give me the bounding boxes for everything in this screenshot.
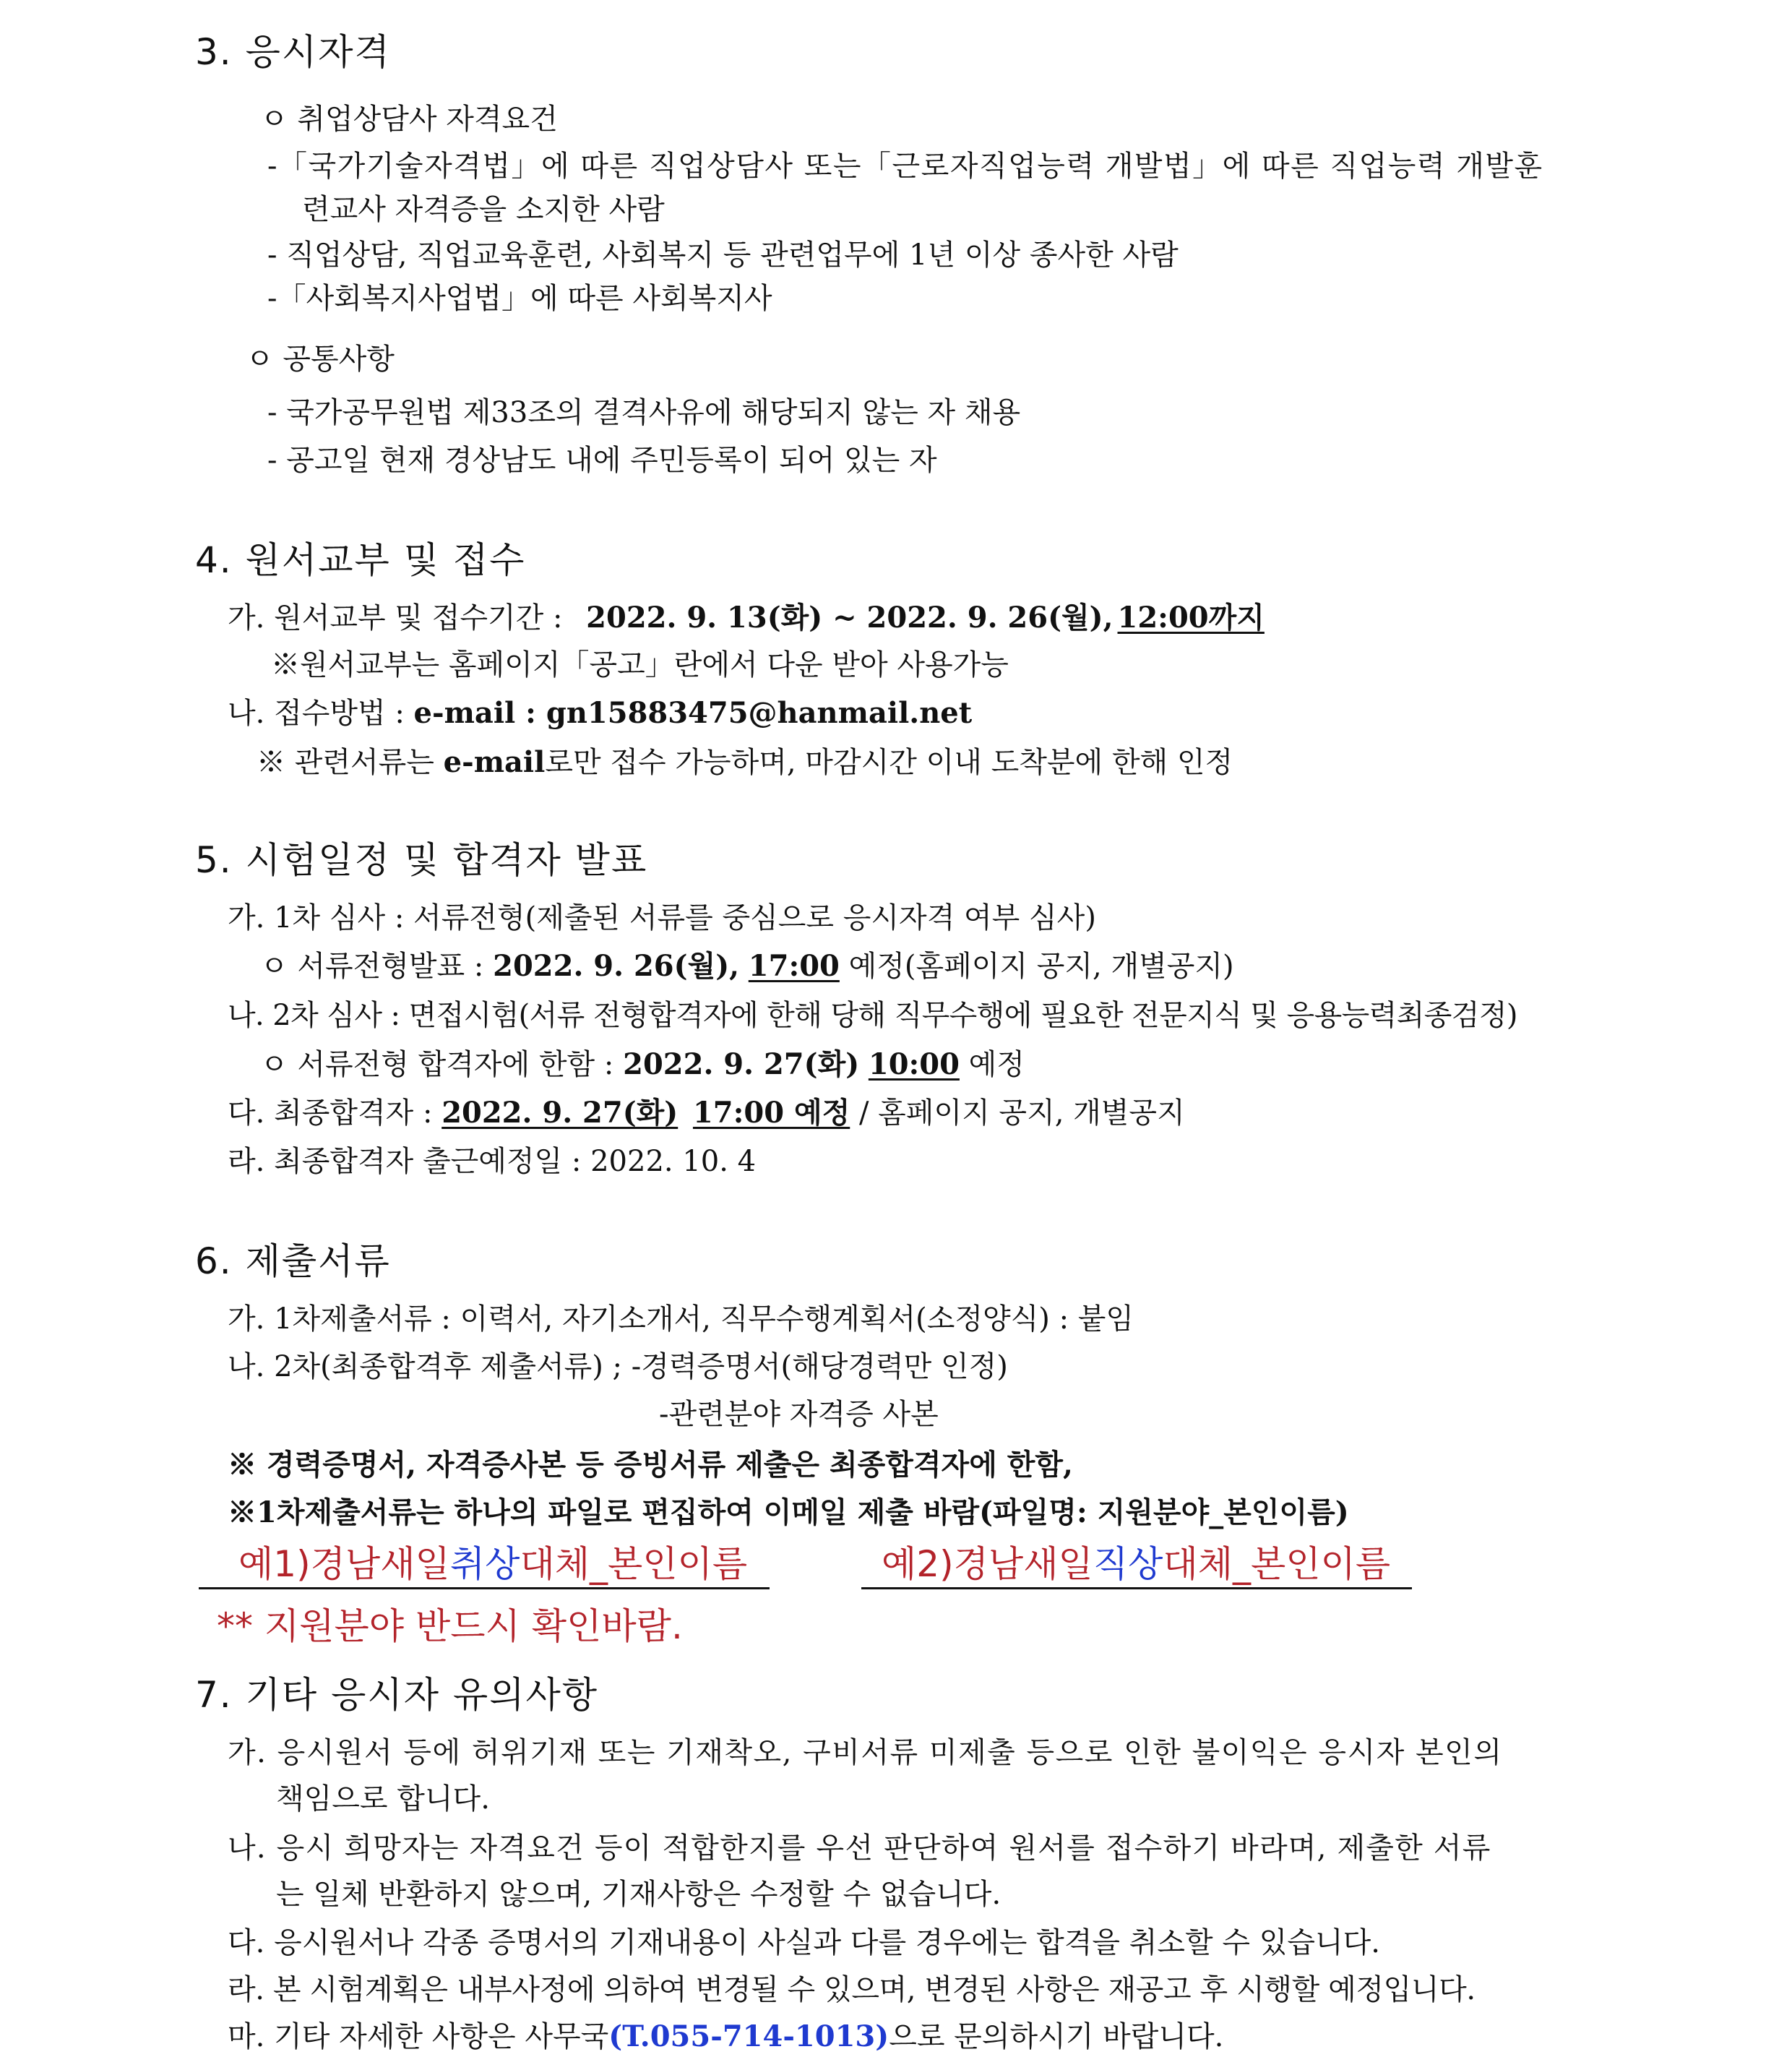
example-1-post: 대체_본인이름 xyxy=(520,1543,748,1585)
second-docs-2: -관련분야 자격증 사본 xyxy=(659,1398,939,1431)
email-note-post: 로만 접수 가능하며, 마감시간 이내 도착분에 한해 인정 xyxy=(545,746,1233,779)
example-1 xyxy=(199,1541,770,1589)
first-docs: 가. 1차제출서류 : 이력서, 자기소개서, 직무수행계획서(소정양식) : 붙임 xyxy=(228,1302,1134,1336)
second-result-date: 2022. 9. 27(화) xyxy=(623,1047,860,1081)
first-result-time: 17:00 xyxy=(748,949,840,983)
email-note xyxy=(257,744,1233,781)
example-2 xyxy=(861,1541,1412,1589)
section-7-title: 7. 기타 응시자 유의사항 xyxy=(195,1674,599,1716)
qual-item-3: -「사회복지사업법」에 따른 사회복지사 xyxy=(267,282,772,315)
notice-item-5-post: 으로 문의하시기 바랍니다. xyxy=(889,2020,1224,2053)
notice-item-2: 나. 응시 희망자는 자격요건 등이 적합한지를 우선 판단하여 원서를 접수하기 바라며, 제출한 서류 xyxy=(228,1831,1491,1865)
section-6-title: 6. 제출서류 xyxy=(195,1240,391,1282)
period-label: 가. 원서교부 및 접수기간 : xyxy=(228,601,563,635)
final-tail: / 홈페이지 공지, 개별공지 xyxy=(858,1096,1185,1130)
first-result-label: ㅇ 서류전형발표 : xyxy=(260,950,484,983)
common-heading: ㅇ 공통사항 xyxy=(246,343,395,376)
notice-item-5-pre: 마. 기타 자세한 사항은 사무국 xyxy=(228,2020,609,2053)
second-screening: 나. 2차 심사 : 면접시험(서류 전형합격자에 한해 당해 직무수행에 필요한 전문지식 및 응용능력최종검정) xyxy=(228,999,1517,1032)
example-1-mid: 취상 xyxy=(449,1543,520,1585)
first-result-line xyxy=(260,948,1234,984)
common-item-1: - 국가공무원법 제33조의 결격사유에 해당되지 않는 자 채용 xyxy=(267,396,1021,429)
qual-item-2: - 직업상담, 직업교육훈련, 사회복지 등 관련업무에 1년 이상 종사한 사람 xyxy=(267,239,1179,272)
example-2-mid: 직상 xyxy=(1093,1543,1163,1585)
section-3-title: 3. 응시자격 xyxy=(195,31,391,73)
final-line xyxy=(228,1095,1185,1131)
final-label: 다. 최종합격자 : xyxy=(228,1096,433,1130)
second-result-time: 10:00 xyxy=(868,1047,960,1081)
jobcounselor-heading: ㅇ 취업상담사 자격요건 xyxy=(260,103,558,136)
notice-item-1: 가. 응시원서 등에 허위기재 또는 기재착오, 구비서류 미제출 등으로 인한 불이익은 응시자 본인의 xyxy=(228,1736,1503,1769)
common-item-2: - 공고일 현재 경상남도 내에 주민등록이 되어 있는 자 xyxy=(267,444,937,477)
period-line xyxy=(228,600,1265,636)
notice-item-1-cont: 책임으로 합니다. xyxy=(276,1782,490,1816)
first-result-tail: 예정(홈페이지 공지, 개별공지) xyxy=(848,950,1234,983)
method-email: e-mail : gn15883475@hanmail.net xyxy=(413,696,973,730)
docs-note-2: ※1차제출서류는 하나의 파일로 편집하여 이메일 제출 바람(파일명: 지원분야_본인이름) xyxy=(228,1495,1349,1529)
period-value: 2022. 9. 13(화) ~ 2022. 9. 26(월), xyxy=(586,601,1113,635)
notice-item-2-cont: 는 일체 반환하지 않으며, 기재사항은 수정할 수 없습니다. xyxy=(276,1878,1001,1911)
docs-note-1: ※ 경력증명서, 자격증사본 등 증빙서류 제출은 최종합격자에 한함, xyxy=(228,1448,1073,1482)
section-4-title: 4. 원서교부 및 접수 xyxy=(195,539,526,581)
method-line xyxy=(228,695,972,731)
field-check-note: ** 지원분야 반드시 확인바람. xyxy=(217,1605,683,1647)
email-note-email: e-mail xyxy=(443,745,546,779)
notice-item-5 xyxy=(228,2019,1223,2055)
email-note-pre: ※ 관련서류는 xyxy=(257,746,434,779)
second-docs: 나. 2차(최종합격후 제출서류) ; -경력증명서(해당경력만 인정) xyxy=(228,1350,1008,1383)
start-date: 라. 최종합격자 출근예정일 : 2022. 10. 4 xyxy=(228,1145,757,1178)
notice-item-4: 라. 본 시험계획은 내부사정에 의하여 변경될 수 있으며, 변경된 사항은 재공고 후 시행할 예정입니다. xyxy=(228,1973,1476,2006)
period-note: ※원서교부는 홈페이지「공고」란에서 다운 받아 사용가능 xyxy=(271,648,1009,682)
method-label: 나. 접수방법 : xyxy=(228,697,405,730)
example-2-post: 대체_본인이름 xyxy=(1163,1543,1391,1585)
second-result-tail: 예정 xyxy=(968,1048,1025,1081)
first-result-date: 2022. 9. 26(월), xyxy=(493,949,740,983)
second-result-label: ㅇ 서류전형 합격자에 한함 : xyxy=(260,1048,614,1081)
second-result-line xyxy=(260,1047,1025,1083)
final-date: 2022. 9. 27(화) xyxy=(441,1096,679,1130)
section-5-title: 5. 시험일정 및 합격자 발표 xyxy=(195,839,648,881)
final-time: 17:00 예정 xyxy=(692,1096,850,1130)
example-2-pre: 예2)경남새일 xyxy=(882,1543,1093,1585)
period-deadline: 12:00까지 xyxy=(1117,601,1265,635)
notice-item-3: 다. 응시원서나 각종 증명서의 기재내용이 사실과 다를 경우에는 합격을 취소할 수 있습니다. xyxy=(228,1926,1380,1959)
first-screening: 가. 1차 심사 : 서류전형(제출된 서류를 중심으로 응시자격 여부 심사) xyxy=(228,901,1096,935)
office-phone: (T.055-714-1013) xyxy=(608,2019,889,2053)
example-1-pre: 예1)경남새일 xyxy=(238,1543,450,1585)
qual-item-1-cont: 련교사 자격증을 소지한 사람 xyxy=(302,193,665,226)
qual-item-1: -「국가기술자격법」에 따른 직업상담사 또는「근로자직업능력 개발법」에 따른 직업능력 개발훈 xyxy=(267,150,1543,183)
